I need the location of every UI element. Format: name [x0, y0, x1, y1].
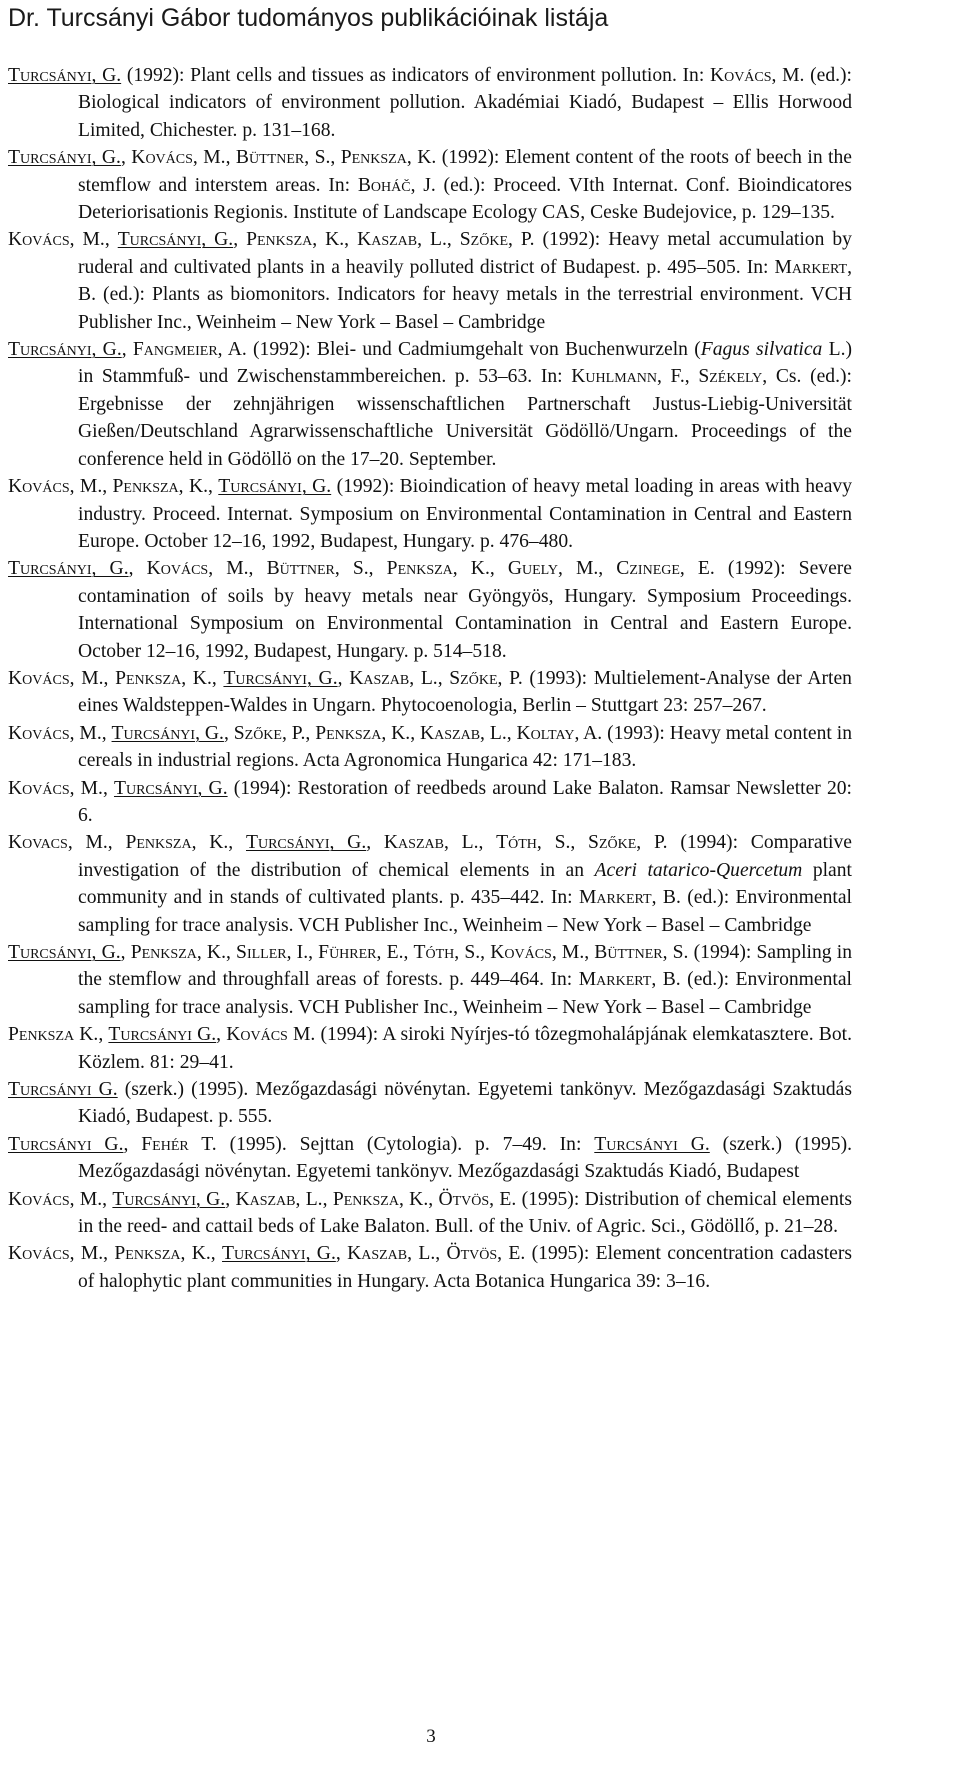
author-name: Kovács — [131, 147, 193, 169]
highlighted-author-name: Turcsányi G. — [108, 1024, 217, 1046]
author-name: Kuhlmann — [571, 366, 657, 388]
entry-text: T. (1995). Sejttan (Cytologia). p. 7–49. In: — [188, 1133, 595, 1155]
publication-entry — [8, 720, 852, 775]
entry-text: , M. (ed.): Biological indicators of environment pollution. Akadémiai Kiadó, Budapest – Ellis Horwood Limited, Chichester. p. 131–168. — [78, 65, 852, 141]
publication-entry — [8, 1021, 852, 1076]
author-name: Szőke — [233, 722, 282, 744]
highlighted-author-name: Turcsányi G. — [8, 1133, 124, 1155]
author-name: Penksza — [125, 832, 192, 854]
author-name: Guely — [507, 558, 558, 580]
entry-text: , M., — [69, 1243, 115, 1265]
author-name: Penksza — [332, 1188, 399, 1210]
author-name: Penksza — [315, 722, 382, 744]
entry-text: (szerk.) (1995). Mezőgazdasági növénytan. Egyetemi tankönyv. Mezőgazdasági Szaktudás Kiadó, Budapest — [78, 1133, 852, 1183]
entry-text: , — [121, 339, 133, 361]
entry-text: , J. (ed.): Proceed. VIth Internat. Conf. Bioindicatores Deteriorisationis Regionis. Institute of Landscape Ecology CAS, Ceske Budejovice, p. 129–135. — [78, 174, 852, 224]
entry-text: , M., — [208, 558, 267, 580]
entry-text: , M., — [69, 1188, 113, 1210]
entry-text: , P. (1993): Multielement-Analyse der Arten eines Waldsteppen-Waldes in Ungarn. Phytocoenologia, Berlin – Stuttgart 23: 257–267. — [78, 667, 852, 717]
entry-text: , — [366, 832, 384, 854]
highlighted-author-name: Turcsányi, G. — [223, 667, 338, 689]
page-number: 3 — [426, 1726, 436, 1747]
entry-text: , M., — [69, 229, 118, 251]
entry-text: , L., — [409, 667, 450, 689]
highlighted-author-name: Turcsányi, G. — [8, 558, 129, 580]
author-name: Büttner — [266, 558, 335, 580]
publication-list — [8, 62, 852, 1295]
highlighted-author-name: Turcsányi, G. — [113, 777, 228, 799]
highlighted-author-name: Turcsányi, G. — [218, 476, 332, 498]
entry-text: K., — [74, 1024, 109, 1046]
author-name: Tóth — [496, 832, 537, 854]
publication-entry — [8, 829, 852, 939]
entry-text: (1992): Plant cells and tissues as indicators of environment pollution. In: — [121, 65, 710, 86]
entry-text: , — [216, 1024, 227, 1046]
entry-text: , S. (1994): Sampling in the stemflow and throughfall areas of forests. p. 449–464. In: — [78, 942, 852, 991]
author-name: Kaszab — [357, 229, 418, 251]
entry-text: , — [120, 942, 131, 963]
publication-entry — [8, 1131, 852, 1186]
entry-text: , S., — [334, 558, 387, 580]
author-name: Czinege — [616, 558, 680, 580]
author-name: Kovács — [709, 65, 772, 86]
author-name: Penksza — [340, 147, 407, 169]
entry-text: , E. (1992): Severe contamination of soils by heavy metals near Gyöngyös, Hungary. Symposium Proceedings. International Symposium on Environmental Contamination in Central and Eastern Europe. October 12–16, 1992, Budapest, Hungary. p. 514–518. — [78, 558, 852, 662]
entry-text: , — [123, 1133, 142, 1155]
highlighted-author-name: Turcsányi, G. — [245, 832, 367, 854]
entry-text: , — [225, 1188, 236, 1210]
entry-text: plant community and in stands of cultivated plants. p. 435–442. In: — [78, 859, 852, 909]
highlighted-author-name: Turcsányi G. — [8, 1079, 118, 1101]
author-name: Székely — [698, 366, 763, 388]
highlighted-author-name: Turcsányi, G. — [222, 1243, 336, 1265]
entry-text: , — [335, 1243, 348, 1265]
author-name: Penksza — [115, 667, 182, 689]
entry-text: , A. (1993): Heavy metal content in cereals in industrial regions. Acta Agronomica Hungarica 42: 171–183. — [78, 722, 852, 772]
entry-text: , E. (1995): Element concentration cadasters of halophytic plant communities in Hungary. Acta Botanica Hungarica 39: 3–16. — [78, 1243, 852, 1292]
highlighted-author-name: Turcsányi G. — [594, 1133, 710, 1155]
entry-text: , K., — [381, 722, 420, 744]
author-name: Büttner — [594, 942, 663, 963]
author-name: Markert — [774, 256, 848, 278]
author-name: Kovács — [8, 667, 70, 689]
entry-text: , — [128, 558, 147, 580]
author-name: Führer — [318, 942, 377, 963]
entry-text: , F., — [656, 366, 699, 388]
entry-text: , A. (1992): Blei- und Cadmiumgehalt von Buchenwurzeln ( — [217, 339, 701, 361]
entry-text: , K., — [180, 1243, 223, 1265]
author-name: Boháč — [357, 174, 411, 196]
highlighted-author-name: Turcsányi, G. — [8, 942, 121, 963]
publication-entry — [8, 144, 852, 226]
publication-entry — [8, 226, 852, 336]
publication-entry — [8, 775, 852, 830]
entry-text: L.) in Stammfuß- und Zwischenstammbereichen. p. 53–63. In: — [78, 339, 852, 388]
author-name: Kovács — [8, 777, 70, 799]
entry-text: (1994): Restoration of reedbeds around Lake Balaton. Ramsar Newsletter 20: 6. — [78, 777, 852, 826]
entry-text: , P., — [281, 722, 316, 744]
entry-text: , K., — [191, 832, 246, 854]
entry-text: , K., — [312, 229, 358, 251]
author-name: Penksza — [246, 229, 313, 251]
publication-entry — [8, 62, 852, 144]
entry-text: , M., — [69, 722, 112, 744]
author-name: Siller — [236, 942, 287, 963]
author-name: Penksza — [8, 1024, 75, 1046]
entry-text: , L., — [407, 1243, 447, 1265]
page-title: Dr. Turcsányi Gábor tudományos publikációinak listája — [8, 4, 609, 32]
author-name: Szőke — [588, 832, 637, 854]
highlighted-author-name: Turcsányi, G. — [112, 1188, 226, 1210]
author-name: Ötvös — [438, 1188, 490, 1210]
entry-text: , L., — [417, 229, 460, 251]
author-name: Penksza — [130, 942, 197, 963]
publication-entry — [8, 665, 852, 720]
entry-text: (szerk.) (1995). Mezőgazdasági növénytan. Egyetemi tankönyv. Mezőgazdasági Szaktudás Kiadó, Budapest. p. 555. — [78, 1079, 852, 1128]
entry-text: , M., — [551, 942, 595, 963]
highlighted-author-name: Turcsányi, G. — [8, 147, 121, 169]
author-name: Kovács — [8, 722, 70, 744]
entry-text: , P. (1992): Heavy metal accumulation by ruderal and cultivated plants in a heavily polluted district of Budapest. p. 495–505. In: — [78, 229, 852, 278]
author-name: Kaszab — [235, 1188, 296, 1210]
entry-text: , K., — [452, 558, 508, 580]
highlighted-author-name: Turcsányi, G. — [8, 339, 122, 361]
author-name: Fangmeier — [132, 339, 218, 361]
author-name: Kovács — [8, 1188, 70, 1210]
entry-text: , L., — [443, 832, 497, 854]
entry-text: , B. (ed.): Plants as biomonitors. Indicators for heavy metals in the terrestrial environment. VCH Publisher Inc., Weinheim – New York – Basel – Cambridge — [78, 256, 852, 333]
publication-entry — [8, 1076, 852, 1131]
entry-text: , E. (1995): Distribution of chemical elements in the reed- and cattail beds of Lake Balaton. Bull. of the Univ. of Agric. Sci., Gödöllő, p. 21–28. — [78, 1188, 852, 1238]
taxon-name: Fagus silvatica — [700, 339, 823, 361]
author-name: Kaszab — [383, 832, 444, 854]
entry-text: , P. (1994): Comparative investigation of the distribution of chemical elements in an — [78, 832, 852, 881]
author-name: Kovács — [490, 942, 552, 963]
author-name: Penksza — [112, 476, 179, 498]
author-name: Kovacs — [8, 832, 68, 854]
author-name: Ötvös — [446, 1243, 498, 1265]
entry-text: , L., — [480, 722, 517, 744]
entry-text: , K., — [178, 476, 219, 498]
author-name: Kovács — [226, 1024, 288, 1046]
entry-text: , M., — [69, 476, 113, 498]
entry-text: , S., — [536, 832, 589, 854]
author-name: Kaszab — [349, 667, 410, 689]
author-name: Kovács — [8, 1243, 70, 1265]
author-name: Büttner — [235, 147, 305, 169]
entry-text: (1992): Bioindication of heavy metal loading in areas with heavy industry. Proceed. Internat. Symposium on Environmental Contamination in Central and Eastern Europe. October 12–16, 1992, Budapest, Hungary. p. 476–480. — [78, 476, 852, 552]
highlighted-author-name: Turcsányi, G. — [8, 65, 122, 86]
author-name: Penksza — [114, 1243, 181, 1265]
entry-text: , — [337, 667, 350, 689]
entry-text: , S., — [304, 147, 341, 169]
author-name: Kaszab — [347, 1243, 408, 1265]
author-name: Kovács — [8, 229, 70, 251]
entry-text: , L., — [295, 1188, 333, 1210]
author-name: Tóth — [413, 942, 455, 963]
author-name: Penksza — [386, 558, 453, 580]
entry-text: , K. (1992): Element content of the roots of beech in the stemflow and interstem areas. In: — [78, 147, 852, 196]
publication-entry — [8, 1240, 852, 1295]
author-name: Kovács — [8, 476, 70, 498]
entry-text: , M., — [192, 147, 236, 169]
entry-text: , E., — [376, 942, 414, 963]
author-name: Markert — [578, 969, 652, 991]
entry-text: , K., — [181, 667, 224, 689]
entry-text: , B. (ed.): Environmental sampling for trace analysis. VCH Publisher Inc., Weinheim – New York – Basel – Cambridge — [78, 887, 852, 936]
highlighted-author-name: Turcsányi, G. — [117, 229, 234, 251]
publication-entry — [8, 336, 852, 473]
taxon-name: Aceri tatarico-Quercetum — [594, 859, 803, 881]
entry-text: , M., — [69, 777, 114, 799]
author-name: Szőke — [449, 667, 498, 689]
entry-text: , M., — [69, 667, 116, 689]
entry-text: , B. (ed.): Environmental sampling for trace analysis. VCH Publisher Inc., Weinheim – New York – Basel – Cambridge — [78, 969, 852, 1018]
author-name: Szőke — [459, 229, 509, 251]
publication-entry — [8, 473, 852, 555]
highlighted-author-name: Turcsányi, G. — [111, 722, 224, 744]
entry-text: , — [223, 722, 234, 744]
entry-text: , K., — [196, 942, 237, 963]
entry-text: , S., — [454, 942, 491, 963]
entry-text: , Cs. (ed.): Ergebnisse der zehnjährigen wissenschaftlichen Partnerschaft Justus-Liebig-Universität Gießen/Deutschland Agrarwissenschaftliche Universität Gödöllö/Ungarn. Proceedings of the conference held in Gödöllö on the 17–20. September. — [78, 366, 852, 470]
author-name: Fehér — [141, 1133, 189, 1155]
publication-entry — [8, 555, 852, 665]
entry-text: , — [233, 229, 247, 251]
author-name: Markert — [579, 887, 652, 909]
entry-text: , K., — [398, 1188, 439, 1210]
publication-entry — [8, 1186, 852, 1241]
entry-text: , M., — [67, 832, 126, 854]
entry-text: , — [120, 147, 132, 169]
entry-text: , I., — [286, 942, 319, 963]
publication-entry — [8, 939, 852, 1021]
author-name: Koltay — [516, 722, 575, 744]
author-name: Kaszab — [420, 722, 481, 744]
author-name: Kovács — [146, 558, 209, 580]
entry-text: , M., — [557, 558, 617, 580]
entry-text: M. (1994): A siroki Nyírjes-tó tôzegmohalápjának elemkatasztere. Bot. Közlem. 81: 29–41. — [78, 1024, 853, 1073]
